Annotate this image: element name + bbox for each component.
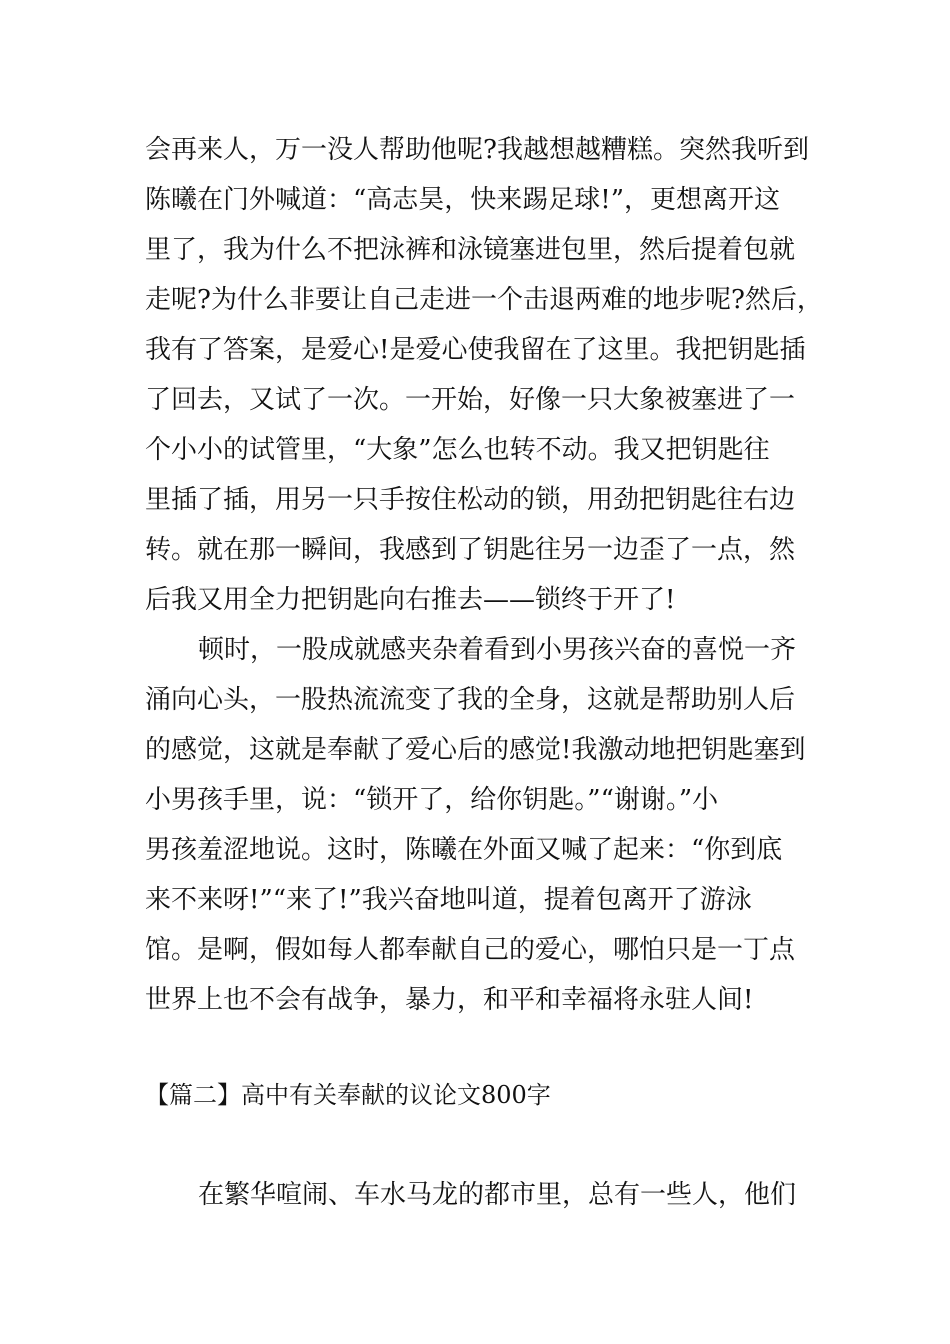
paragraph2-line: 的感觉，这就是奉献了爱心后的感觉!我激动地把钥匙塞到: [145, 735, 806, 765]
paragraph1-line: 会再来人，万一没人帮助他呢?我越想越糟糕。突然我听到: [145, 135, 809, 165]
paragraph2-line: 世界上也不会有战争，暴力，和平和幸福将永驻人间!: [145, 985, 754, 1015]
paragraph1-line: 了回去，又试了一次。一开始，好像一只大象被塞进了一: [145, 385, 796, 415]
paragraph1-line: 个小小的试管里，“大象”怎么也转不动。我又把钥匙往: [145, 435, 770, 465]
paragraph2-line: 小男孩手里，说：“锁开了，给你钥匙。”“谢谢。”小: [145, 785, 719, 815]
paragraph3-line: 在繁华喧闹、车水马龙的都市里，总有一些人，他们: [198, 1180, 797, 1210]
paragraph1-line: 后我又用全力把钥匙向右推去——锁终于开了!: [145, 585, 676, 615]
paragraph1-line: 走呢?为什么非要让自己走进一个击退两难的地步呢?然后，: [145, 285, 823, 315]
paragraph1-line: 里了，我为什么不把泳裤和泳镜塞进包里，然后提着包就: [145, 235, 796, 265]
paragraph2-line: 男孩羞涩地说。这时，陈曦在外面又喊了起来：“你到底: [145, 835, 783, 865]
paragraph1-line: 我有了答案，是爱心!是爱心使我留在了这里。我把钥匙插: [145, 335, 806, 365]
paragraph2-line: 涌向心头，一股热流流变了我的全身，这就是帮助别人后: [145, 685, 796, 715]
section-heading: 【篇二】高中有关奉献的议论文800字: [145, 1081, 551, 1109]
paragraph1-line: 陈曦在门外喊道：“高志昊，快来踢足球!”，更想离开这: [145, 185, 781, 215]
paragraph2-line: 顿时，一股成就感夹杂着看到小男孩兴奋的喜悦一齐: [198, 635, 797, 665]
paragraph1-line: 转。就在那一瞬间，我感到了钥匙往另一边歪了一点，然: [145, 535, 796, 565]
paragraph2-line: 馆。是啊，假如每人都奉献自己的爱心，哪怕只是一丁点: [145, 935, 796, 965]
paragraph2-line: 来不来呀!”“来了!”我兴奋地叫道，提着包离开了游泳: [145, 885, 752, 915]
paragraph1-line: 里插了插，用另一只手按住松动的锁，用劲把钥匙往右边: [145, 485, 796, 515]
